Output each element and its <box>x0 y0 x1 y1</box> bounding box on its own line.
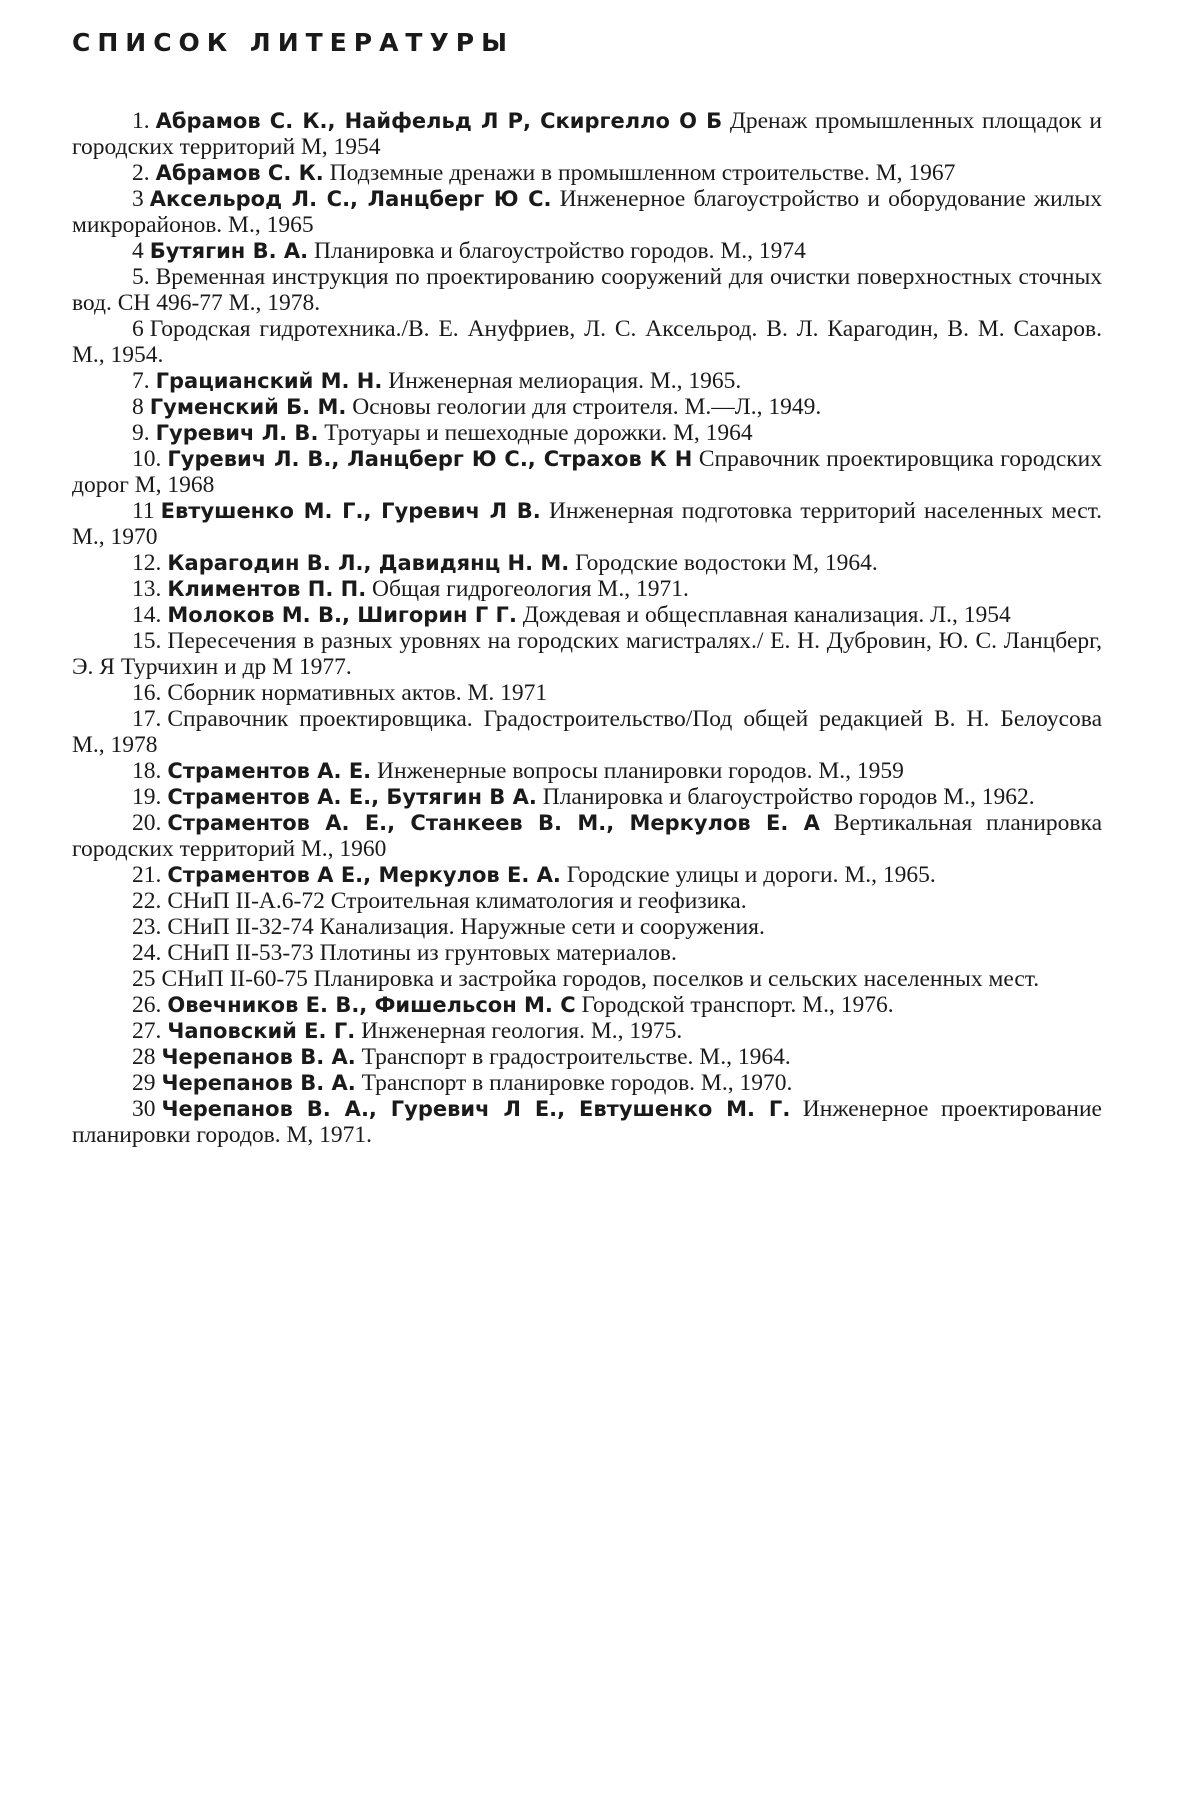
reference-authors: Чаповский Е. Г. <box>167 1019 356 1043</box>
reference-item <box>72 108 1102 160</box>
reference-authors: Страментов А Е., Меркулов Е. А. <box>167 863 561 887</box>
reference-number: 4 <box>132 238 144 264</box>
reference-text: Инженерное проектирование планировки городов. М, 1971. <box>72 1096 1102 1148</box>
reference-list <box>72 108 1102 1148</box>
reference-item <box>72 238 1102 264</box>
reference-number: 9. <box>132 420 150 446</box>
reference-number: 21. <box>132 862 162 888</box>
reference-number: 1. <box>132 108 150 134</box>
reference-authors: Гуревич Л. В. <box>155 421 319 445</box>
reference-authors: Черепанов В. А., Гуревич Л Е., Евтушенко М. Г. <box>161 1097 791 1121</box>
reference-number: 24. <box>132 940 162 966</box>
reference-text: Городской транспорт. М., 1976. <box>575 992 894 1018</box>
reference-item <box>72 680 1102 706</box>
reference-text: Дренаж промышленных площадок и городских территорий М, 1954 <box>72 108 1102 160</box>
reference-authors: Овечников Е. В., Фишельсон М. С <box>167 993 576 1017</box>
reference-text: Городские улицы и дороги. М., 1965. <box>560 862 936 888</box>
reference-text: Вертикальная планировка городских территорий М., 1960 <box>72 810 1102 862</box>
reference-authors: Страментов А. Е. <box>167 759 372 783</box>
reference-authors: Гуревич Л. В., Ланцберг Ю С., Страхов К Н <box>167 447 693 471</box>
reference-item <box>72 992 1102 1018</box>
reference-text: Общая гидрогеология М., 1971. <box>366 576 689 602</box>
reference-authors: Молоков М. В., Шигорин Г Г. <box>167 603 517 627</box>
reference-item <box>72 940 1102 966</box>
reference-number: 27. <box>132 1018 162 1044</box>
reference-number: 12. <box>132 550 162 576</box>
reference-number: 6 <box>132 316 144 342</box>
reference-text: Планировка и благоустройство городов. М., 1974 <box>308 238 806 264</box>
reference-text: Планировка и благоустройство городов М., 1962. <box>536 784 1035 810</box>
reference-authors: Страментов А. Е., Бутягин В А. <box>167 785 537 809</box>
reference-number: 30 <box>132 1096 156 1122</box>
reference-item <box>72 446 1102 498</box>
reference-text: Инженерная геология. М., 1975. <box>355 1018 683 1044</box>
reference-authors: Грацианский М. Н. <box>155 369 383 393</box>
reference-item <box>72 758 1102 784</box>
reference-number: 11 <box>132 498 155 524</box>
reference-text: Дождевая и общесплавная канализация. Л., 1954 <box>516 602 1011 628</box>
reference-text: Транспорт в планировке городов. М., 1970. <box>355 1070 793 1096</box>
reference-item <box>72 1070 1102 1096</box>
reference-authors: Карагодин В. Л., Давидянц Н. М. <box>167 551 570 575</box>
reference-item <box>72 1044 1102 1070</box>
reference-text: СНиП II-32-74 Канализация. Наружные сети и сооружения. <box>167 914 765 940</box>
reference-authors: Гуменский Б. М. <box>149 395 347 419</box>
reference-authors: Евтушенко М. Г., Гуревич Л В. <box>160 499 541 523</box>
reference-number: 28 <box>132 1044 156 1070</box>
reference-number: 7. <box>132 368 150 394</box>
reference-item <box>72 862 1102 888</box>
reference-number: 17. <box>132 706 162 732</box>
reference-item <box>72 420 1102 446</box>
reference-number: 19. <box>132 784 162 810</box>
reference-text: Сборник нормативных актов. М. 1971 <box>167 680 548 706</box>
reference-number: 23. <box>132 914 162 940</box>
reference-text: Справочник проектировщика городских дорог М, 1968 <box>72 446 1102 498</box>
reference-item <box>72 602 1102 628</box>
reference-item <box>72 888 1102 914</box>
reference-number: 8 <box>132 394 144 420</box>
reference-authors: Аксельрод Л. С., Ланцберг Ю С. <box>149 187 552 211</box>
reference-item <box>72 160 1102 186</box>
reference-item <box>72 1018 1102 1044</box>
reference-text: Пересечения в разных уровнях на городских магистралях./ Е. Н. Дубровин, Ю. С. Ланцберг, Э. Я Турчихин и др М 1977. <box>72 628 1102 680</box>
reference-item <box>72 706 1102 758</box>
reference-number: 22. <box>132 888 162 914</box>
reference-text: Тротуары и пешеходные дорожки. М, 1964 <box>318 420 753 446</box>
reference-authors: Бутягин В. А. <box>149 239 309 263</box>
reference-item <box>72 498 1102 550</box>
reference-item <box>72 394 1102 420</box>
page-heading: СПИСОК ЛИТЕРАТУРЫ <box>72 28 514 57</box>
reference-number: 14. <box>132 602 162 628</box>
reference-text: Основы геологии для строителя. М.—Л., 1949. <box>346 394 822 420</box>
reference-authors: Черепанов В. А. <box>161 1045 356 1069</box>
reference-text: СНиП II-А.6-72 Строительная климатология и геофизика. <box>167 888 747 914</box>
reference-text: Городская гидротехника./В. Е. Ануфриев, Л. С. Аксельрод. В. Л. Карагодин, В. М. Сахаров. М., 1954. <box>72 316 1102 368</box>
reference-number: 10. <box>132 446 162 472</box>
reference-text: Справочник проектировщика. Градостроительство/Под общей редакцией В. Н. Белоусова М., 1978 <box>72 706 1102 758</box>
reference-text: Инженерное благоустройство и оборудование жилых микрорайонов. М., 1965 <box>72 186 1102 238</box>
reference-text: СНиП II-60-75 Планировка и застройка городов, поселков и сельских населенных мест. <box>161 966 1040 992</box>
reference-item <box>72 628 1102 680</box>
reference-item <box>72 1096 1102 1148</box>
reference-text: Инженерные вопросы планировки городов. М., 1959 <box>371 758 904 784</box>
reference-authors: Климентов П. П. <box>167 577 367 601</box>
reference-number: 25 <box>132 966 156 992</box>
reference-item <box>72 810 1102 862</box>
reference-number: 18. <box>132 758 162 784</box>
reference-number: 2. <box>132 160 150 186</box>
reference-item <box>72 966 1102 992</box>
reference-item <box>72 784 1102 810</box>
reference-text: Временная инструкция по проектированию сооружений для очистки поверхностных сточных вод. СН 496-77 М., 1978. <box>72 264 1102 316</box>
reference-number: 13. <box>132 576 162 602</box>
reference-text: СНиП II-53-73 Плотины из грунтовых материалов. <box>167 940 677 966</box>
reference-item <box>72 186 1102 238</box>
reference-authors: Страментов А. Е., Станкеев В. М., Меркулов Е. А <box>167 811 820 835</box>
reference-item <box>72 550 1102 576</box>
reference-authors: Абрамов С. К., Найфельд Л Р, Скиргелло О Б <box>155 109 723 133</box>
reference-number: 5. <box>132 264 150 290</box>
reference-item <box>72 576 1102 602</box>
reference-item <box>72 914 1102 940</box>
reference-number: 15. <box>132 628 162 654</box>
reference-number: 20. <box>132 810 162 836</box>
reference-authors: Абрамов С. К. <box>155 161 324 185</box>
reference-item <box>72 316 1102 368</box>
reference-text: Подземные дренажи в промышленном строительстве. М, 1967 <box>323 160 956 186</box>
reference-authors: Черепанов В. А. <box>161 1071 356 1095</box>
reference-text: Инженерная подготовка территорий населенных мест. М., 1970 <box>72 498 1102 550</box>
reference-text: Транспорт в градостроительстве. М., 1964. <box>355 1044 791 1070</box>
reference-text: Городские водостоки М, 1964. <box>569 550 878 576</box>
reference-number: 29 <box>132 1070 156 1096</box>
reference-number: 16. <box>132 680 162 706</box>
reference-number: 26. <box>132 992 162 1018</box>
reference-item <box>72 264 1102 316</box>
reference-item <box>72 368 1102 394</box>
reference-text: Инженерная мелиорация. М., 1965. <box>382 368 742 394</box>
reference-number: 3 <box>132 186 144 212</box>
